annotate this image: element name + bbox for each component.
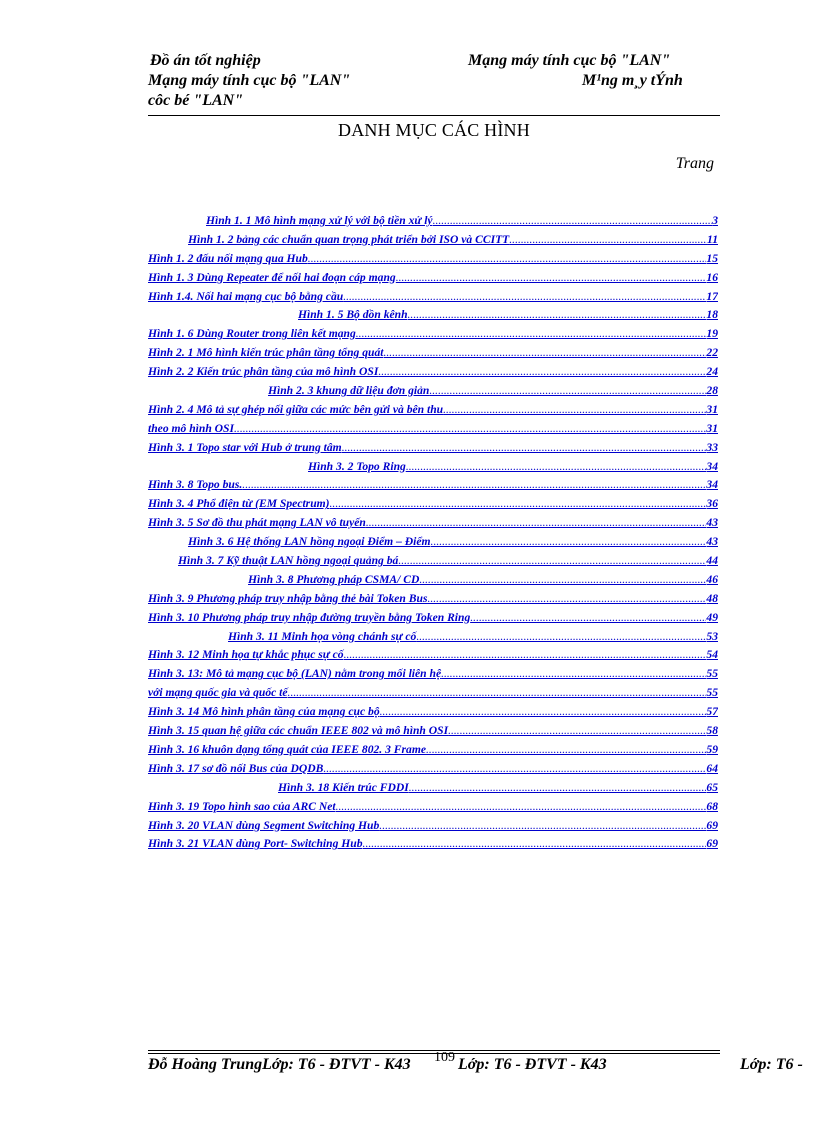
toc-entry-title: Hình 1. 5 Bộ dồn kênh — [298, 308, 408, 322]
toc-entry[interactable] — [148, 573, 718, 592]
toc-entry-title: Hình 3. 7 Kỹ thuật LAN hồng ngoại quảng bá — [178, 554, 399, 568]
toc-entry-page: 3 — [712, 214, 718, 227]
toc-entry[interactable] — [148, 743, 718, 762]
toc-dot-leader — [396, 271, 707, 284]
toc-dot-leader — [429, 384, 706, 397]
toc-entry-page: 16 — [706, 270, 718, 284]
toc-entry-page: 48 — [706, 591, 718, 605]
toc-entry-title: Hình 3. 8 Phương pháp CSMA/ CD — [248, 572, 420, 586]
toc-entry[interactable] — [148, 214, 718, 233]
toc-entry-page: 34 — [706, 459, 718, 473]
header-rule — [148, 115, 720, 116]
toc-entry[interactable] — [148, 365, 718, 384]
toc-entry[interactable] — [148, 781, 718, 800]
toc-entry-title: Hình 3. 16 khuôn dạng tổng quát của IEEE 802. 3 Frame — [148, 742, 427, 756]
toc-entry[interactable] — [148, 478, 718, 497]
toc-entry-page: 69 — [706, 837, 718, 851]
toc-entry[interactable] — [148, 460, 718, 479]
toc-entry-page: 68 — [706, 799, 718, 813]
toc-dot-leader — [409, 781, 707, 794]
toc-entry[interactable] — [148, 819, 718, 838]
toc-entry[interactable] — [148, 384, 718, 403]
toc-entry-title: Hình 1. 6 Dùng Router trong liên kết mạng — [148, 327, 356, 341]
toc-dot-leader — [344, 648, 707, 661]
toc-dot-leader — [330, 497, 707, 510]
toc-entry-page: 54 — [706, 648, 718, 662]
toc-entry-page: 46 — [706, 572, 718, 586]
toc-entry-title: Hình 3. 6 Hệ thống LAN hồng ngoại Điểm – Điểm — [188, 535, 431, 549]
toc-entry-page: 58 — [706, 724, 718, 738]
header-doc-title-repeat: Mạng máy tính cục bộ "LAN" — [148, 72, 351, 89]
toc-entry-page: 17 — [706, 289, 718, 303]
toc-dot-leader — [323, 762, 706, 775]
toc-dot-leader — [416, 630, 706, 643]
toc-entry-page: 19 — [706, 327, 718, 341]
toc-entry[interactable] — [148, 346, 718, 365]
toc-entry[interactable] — [148, 667, 718, 686]
toc-entry-page: 22 — [706, 346, 718, 360]
header-doc-title: Mạng máy tính cục bộ "LAN" — [468, 52, 671, 69]
toc-entry-page: 53 — [706, 629, 718, 643]
toc-entry-title: Hình 3. 5 Sơ đồ thu phát mạng LAN vô tuyến — [148, 516, 366, 530]
toc-entry-page: 31 — [706, 421, 718, 435]
toc-dot-leader — [343, 290, 706, 303]
toc-entry-title: Hình 3. 12 Minh họa tự khắc phục sự cố — [148, 648, 344, 662]
toc-entry-title: Hình 3. 8 Topo bus. — [148, 478, 243, 492]
toc-dot-leader — [419, 573, 706, 586]
toc-dot-leader — [342, 441, 707, 454]
toc-entry-page: 28 — [706, 384, 718, 398]
toc-entry[interactable] — [148, 554, 718, 573]
toc-entry-page: 49 — [706, 610, 718, 624]
toc-entry-page: 33 — [706, 440, 718, 454]
toc-entry-title: Hình 3. 14 Mô hình phân tầng của mạng cục bộ — [148, 705, 380, 719]
toc-entry[interactable] — [148, 422, 718, 441]
page-column-label: Trang — [675, 155, 714, 172]
toc-dot-leader — [242, 478, 706, 491]
toc-entry[interactable] — [148, 535, 718, 554]
toc-dot-leader — [433, 214, 713, 227]
toc-entry-title: Hình 3. 1 Topo star với Hub ở trung tâm — [148, 440, 342, 454]
toc-entry[interactable] — [148, 516, 718, 535]
header-doc-type: Đồ án tốt nghiệp — [150, 52, 261, 69]
toc-entry-page: 18 — [706, 308, 718, 322]
toc-entry[interactable] — [148, 290, 718, 309]
toc-entry[interactable] — [148, 327, 718, 346]
toc-dot-leader — [384, 346, 707, 359]
toc-dot-leader — [431, 535, 707, 548]
footer-author-class: Đỗ Hoàng TrungLớp: T6 - ĐTVT - K43 — [148, 1056, 411, 1073]
toc-dot-leader — [408, 308, 707, 321]
toc-entry-title: Hình 3. 11 Minh họa vòng chánh sự cố — [228, 629, 417, 643]
toc-entry[interactable] — [148, 705, 718, 724]
toc-dot-leader — [356, 327, 707, 340]
toc-entry[interactable] — [148, 497, 718, 516]
toc-entry-page: 55 — [706, 686, 718, 700]
toc-entry-page: 43 — [706, 516, 718, 530]
toc-dot-leader — [288, 686, 707, 699]
toc-dot-leader — [378, 365, 706, 378]
toc-entry[interactable] — [148, 308, 718, 327]
footer-class: Lớp: T6 - ĐTVT - K43 — [458, 1056, 607, 1073]
toc-entry-title: Hình 3. 17 sơ đồ nối Bus của DQDB — [148, 761, 324, 775]
toc-entry-title: Hình 3. 19 Topo hình sao của ARC Net — [148, 799, 336, 813]
toc-entry-title: Hình 3. 2 Topo Ring — [308, 459, 406, 473]
toc-entry-title: với mạng quốc gia và quốc tế — [148, 686, 288, 700]
toc-entry-page: 55 — [706, 667, 718, 681]
toc-entry-title: Hình 3. 21 VLAN dùng Port- Switching Hub — [148, 837, 363, 851]
toc-dot-leader — [308, 252, 707, 265]
toc-entry-page: 69 — [706, 818, 718, 832]
figure-list — [148, 214, 718, 856]
toc-dot-leader — [366, 516, 707, 529]
toc-entry-page: 43 — [706, 535, 718, 549]
toc-entry-page: 31 — [706, 402, 718, 416]
toc-entry-page: 24 — [706, 365, 718, 379]
toc-entry[interactable] — [148, 441, 718, 460]
toc-entry[interactable] — [148, 403, 718, 422]
toc-entry-title: Hình 1. 3 Dùng Repeater để nối hai đoạn cáp mạng — [148, 270, 396, 284]
page-number: 109 — [434, 1050, 455, 1065]
toc-entry-page: 64 — [706, 761, 718, 775]
toc-entry-title: theo mô hình OSI — [148, 421, 235, 435]
header-garbled-title: M¹ng m¸y tÝnh — [582, 72, 683, 89]
toc-entry-page: 15 — [706, 251, 718, 265]
toc-dot-leader — [380, 705, 707, 718]
toc-entry[interactable] — [148, 611, 718, 630]
toc-entry[interactable] — [148, 724, 718, 743]
toc-entry-title: Hình 3. 13: Mô tả mạng cục bộ (LAN) nằm trong mối liên hệ — [148, 667, 442, 681]
toc-entry[interactable] — [148, 837, 718, 856]
toc-entry-title: Hình 1. 1 Mô hình mạng xử lý với bộ tiền xử lý — [206, 214, 433, 227]
toc-entry[interactable] — [148, 271, 718, 290]
toc-entry-page: 34 — [706, 478, 718, 492]
toc-entry-title: Hình 1. 2 bảng các chuẩn quan trọng phát triển bởi ISO và CCITT — [188, 232, 510, 246]
toc-entry-page: 44 — [706, 554, 718, 568]
toc-entry-title: Hình 3. 10 Phương pháp truy nhập đường truyền bằng Token Ring — [148, 610, 471, 624]
toc-dot-leader — [443, 403, 706, 416]
toc-entry-title: Hình 3. 20 VLAN dùng Segment Switching Hub — [148, 818, 380, 832]
toc-dot-leader — [427, 592, 706, 605]
toc-entry-title: Hình 2. 3 khung dữ liệu đơn giản — [268, 384, 430, 398]
toc-dot-leader — [426, 743, 706, 756]
toc-entry-page: 57 — [706, 705, 718, 719]
toc-entry-page: 36 — [706, 497, 718, 511]
toc-dot-leader — [448, 724, 706, 737]
toc-dot-leader — [234, 422, 706, 435]
toc-entry[interactable] — [148, 686, 718, 705]
toc-entry-title: Hình 3. 15 quan hệ giữa các chuẩn IEEE 802 và mô hình OSI — [148, 724, 449, 738]
toc-dot-leader — [363, 837, 707, 850]
toc-dot-leader — [398, 554, 706, 567]
toc-entry-title: Hình 2. 4 Mô tả sự ghép nối giữa các mức bên gửi và bên thu — [148, 402, 444, 416]
toc-entry-page: 65 — [706, 780, 718, 794]
toc-entry-page: 59 — [706, 742, 718, 756]
toc-entry-title: Hình 3. 9 Phương pháp truy nhập bằng thẻ bài Token Bus — [148, 591, 428, 605]
toc-dot-leader — [336, 800, 707, 813]
toc-entry-title: Hình 3. 4 Phổ điện từ (EM Spectrum) — [148, 497, 330, 511]
toc-entry-title: Hình 2. 1 Mô hình kiến trúc phân tầng tổng quát — [148, 346, 384, 360]
toc-dot-leader — [379, 819, 706, 832]
toc-dot-leader — [470, 611, 706, 624]
footer-class-cut: Lớp: T6 - — [740, 1056, 803, 1073]
header-garbled-subtitle: côc bé "LAN" — [148, 92, 244, 109]
toc-dot-leader — [441, 667, 706, 680]
toc-entry-title: Hình 2. 2 Kiến trúc phân tầng của mô hình OSI — [148, 365, 379, 379]
toc-entry-page: 11 — [707, 232, 718, 246]
toc-entry[interactable] — [148, 252, 718, 271]
toc-entry-title: Hình 1. 2 đấu nối mạng qua Hub — [148, 251, 308, 265]
toc-entry[interactable] — [148, 233, 718, 252]
toc-entry[interactable] — [148, 648, 718, 667]
toc-entry-title: Hình 3. 18 Kiến trúc FDDI — [278, 780, 409, 794]
page-title: DANH MỤC CÁC HÌNH — [338, 120, 530, 140]
toc-dot-leader — [406, 460, 707, 473]
toc-entry[interactable] — [148, 800, 718, 819]
toc-dot-leader — [509, 233, 707, 246]
toc-entry[interactable] — [148, 630, 718, 649]
toc-entry[interactable] — [148, 592, 718, 611]
toc-entry[interactable] — [148, 762, 718, 781]
toc-entry-title: Hình 1.4. Nối hai mạng cục bộ bằng cầu — [148, 289, 344, 303]
